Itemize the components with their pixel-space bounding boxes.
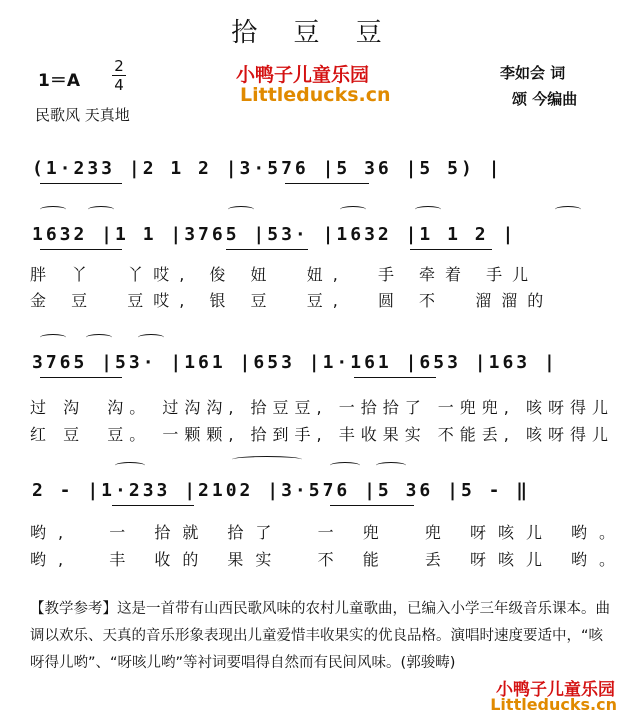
performance-style: 民歌风 天真地 — [35, 106, 130, 124]
lyric-line-1a: 胖 丫 丫哎, 俊 妞 妞, 手 牵着 手儿 — [30, 265, 539, 284]
beam-mark — [40, 377, 122, 378]
watermark-en-bottom: Littleducks.cn — [490, 695, 617, 714]
beam-mark — [354, 377, 436, 378]
lyric-line-1b: 金 豆 豆哎, 银 豆 豆, 圆 不 溜溜的 — [30, 291, 554, 310]
slur-mark — [115, 462, 145, 469]
lyric-line-2b: 红 豆 豆。 一颗颗, 拾到手, 丰收果实 不能丢, 咳呀得儿 — [30, 425, 614, 444]
slur-mark — [40, 334, 66, 341]
slur-mark — [228, 206, 254, 213]
lyric-line-3a: 哟, 一 拾就 拾了 一 兜 兜 呀咳儿 哟。 — [30, 523, 627, 542]
slur-mark — [40, 206, 66, 213]
time-signature — [112, 58, 126, 93]
lyric-line-2a: 过 沟 沟。 过沟沟, 拾豆豆, 一拾拾了 一兜兜, 咳呀得儿 — [30, 398, 614, 417]
beam-mark — [40, 183, 122, 184]
score-row-4: 2 - |1·233 |2102 |3·576 |5 36 |5 - ‖ — [32, 480, 531, 501]
watermark-en: Littleducks.cn — [240, 84, 391, 106]
score-row-1: (1·233 |2 1 2 |3·576 |5 36 |5 5) | — [32, 158, 503, 179]
watermark-cn: 小鸭子儿童乐园 — [236, 64, 370, 86]
song-title: 拾 豆 豆 — [231, 18, 396, 48]
teaching-note-text: 这是一首带有山西民歌风味的农村儿童歌曲，已编入小学三年级音乐课本。曲调以欢乐、天真的音乐形象表现出儿童爱惜丰收果实的优良品格。演唱时速度要适中，“咳呀得儿哟”、“呀咳儿哟”等衬词要唱得自然而有民间风味。(郭骏畴) — [30, 601, 610, 671]
teaching-note — [30, 596, 610, 677]
lyricist-credit: 李如会 词 — [500, 64, 566, 82]
slur-mark — [86, 334, 112, 341]
beam-mark — [285, 183, 369, 184]
beam-mark — [410, 249, 492, 250]
key-signature: 1＝A — [38, 71, 80, 91]
slur-mark — [340, 206, 366, 213]
beam-mark — [40, 249, 122, 250]
time-top: 2 — [114, 57, 124, 75]
slur-mark — [88, 206, 114, 213]
slur-mark — [330, 462, 360, 469]
score-row-2: 1632 |1 1 |3765 |53· |1632 |1 1 2 | — [32, 224, 517, 245]
score-row-3: 3765 |53· |161 |653 |1·161 |653 |163 | — [32, 352, 558, 373]
slur-mark — [232, 456, 302, 463]
teaching-note-label: 【教学参考】 — [30, 601, 117, 617]
slur-mark — [415, 206, 441, 213]
composer-credit: 颂 今编曲 — [512, 90, 578, 108]
time-bottom: 4 — [114, 76, 124, 94]
beam-mark — [226, 249, 308, 250]
lyric-line-3b: 哟, 丰 收的 果实 不 能 丢 呀咳儿 哟。 — [30, 550, 627, 569]
beam-mark — [330, 505, 414, 506]
watermark-cn-bottom: 小鸭子儿童乐园 — [496, 680, 615, 700]
slur-mark — [555, 206, 581, 213]
beam-mark — [112, 505, 194, 506]
slur-mark — [376, 462, 406, 469]
slur-mark — [138, 334, 164, 341]
